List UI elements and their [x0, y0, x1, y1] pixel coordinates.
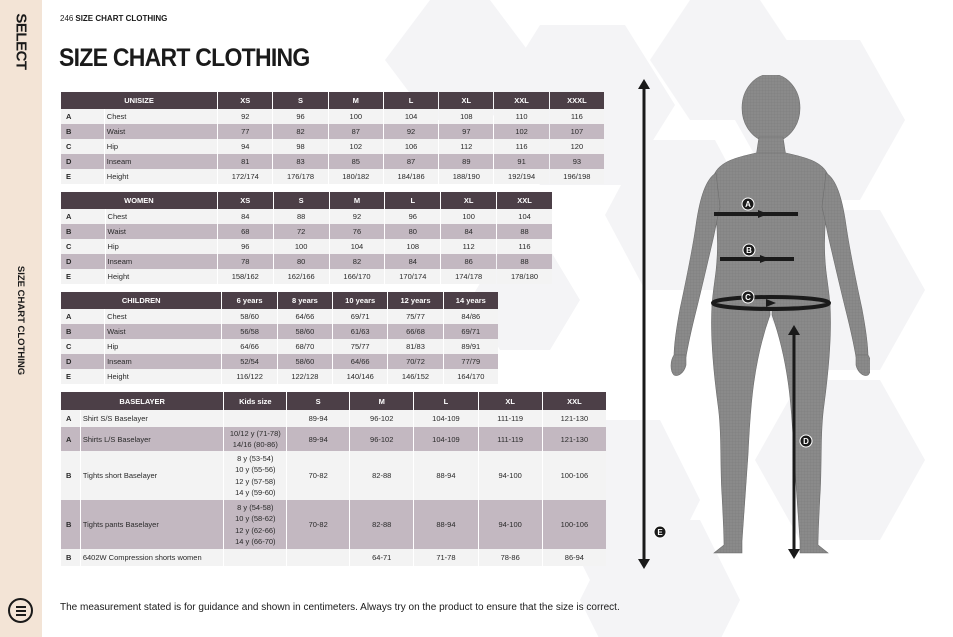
- size-header: M: [350, 392, 413, 410]
- table-row: A Shirt S/S Baselayer 89-94 96-102 104-109 111-119 121-130: [61, 410, 606, 427]
- table-row: B 6402W Compression shorts women 64-71 71-78 78-86 86-94: [61, 549, 606, 566]
- table-row: C Hip 64/66 68/70 75/77 81/83 89/91: [61, 339, 498, 354]
- kids-size-cell: [224, 549, 286, 566]
- table-row: C Hip 96 100 104 108 112 116: [61, 239, 552, 254]
- size-header: L: [385, 192, 440, 209]
- size-header: 10 years: [333, 292, 387, 309]
- table-row: E Height 116/122 122/128 140/146 146/152 164/170: [61, 369, 498, 384]
- menu-icon[interactable]: [8, 598, 33, 623]
- size-header: XXXL: [550, 92, 604, 109]
- table-header: BASELAYER: [61, 392, 223, 410]
- body-measurement-figure: [630, 75, 870, 570]
- baselayer-size-table: [60, 392, 607, 566]
- unisize-size-table: [60, 92, 605, 184]
- table-row: D Inseam 52/54 58/60 64/66 70/72 77/79: [61, 354, 498, 369]
- table-header: WOMEN: [61, 192, 217, 209]
- kids-size-cell: [224, 410, 286, 427]
- mannequin: [671, 75, 870, 553]
- marker-b-label: B: [746, 246, 752, 255]
- marker-d-label: D: [803, 437, 809, 446]
- table-row: B Tights pants Baselayer 8 y (54-58) 10 y (58-62) 12 y (62-66) 14 y (66-70) 70-82 82-88 88-94 94-100 100-106: [61, 500, 606, 549]
- size-header: XL: [439, 92, 493, 109]
- footnote: The measurement stated is for guidance and shown in centimeters. Always try on the product to ensure that the size is correct.: [60, 602, 620, 613]
- size-header: XXL: [494, 92, 548, 109]
- page-number: 246 SIZE CHART CLOTHING: [60, 14, 168, 23]
- table-row: E Height 158/162 162/166 166/170 170/174 174/178 178/180: [61, 269, 552, 284]
- size-header: 12 years: [388, 292, 442, 309]
- table-header: UNISIZE: [61, 92, 217, 109]
- table-row: B Waist 68 72 76 80 84 88: [61, 224, 552, 239]
- size-header: 14 years: [444, 292, 498, 309]
- size-header: M: [329, 92, 383, 109]
- kids-size-cell: 8 y (54-58) 10 y (58-62) 12 y (62-66) 14 y (66-70): [224, 500, 286, 549]
- page-title: SIZE CHART CLOTHING: [59, 44, 310, 72]
- size-header: M: [330, 192, 385, 209]
- size-header: S: [287, 392, 349, 410]
- size-header: Kids size: [224, 392, 286, 410]
- table-row: C Hip 94 98 102 106 112 116 120: [61, 139, 604, 154]
- table-row: B Tights short Baselayer 8 y (53-54) 10 y (55-56) 12 y (57-58) 14 y (59-60) 70-82 82-88 88-94 94-100 100-106: [61, 451, 606, 500]
- table-row: A Chest 84 88 92 96 100 104: [61, 209, 552, 224]
- size-header: XS: [218, 92, 272, 109]
- size-header: 8 years: [278, 292, 332, 309]
- marker-e-label: E: [657, 528, 663, 537]
- children-size-table: [60, 292, 499, 384]
- women-size-table: [60, 192, 553, 284]
- table-row: A Shirts L/S Baselayer 10/12 y (71-78) 14/16 (80-86) 89-94 96-102 104-109 111-119 121-130: [61, 427, 606, 451]
- table-row: B Waist 77 82 87 92 97 102 107: [61, 124, 604, 139]
- table-row: D Inseam 81 83 85 87 89 91 93: [61, 154, 604, 169]
- size-header: S: [274, 192, 329, 209]
- size-header: L: [414, 392, 477, 410]
- sidebar-section-title: SIZE CHART CLOTHING: [15, 265, 27, 375]
- table-row: B Waist 56/58 58/60 61/63 66/68 69/71: [61, 324, 498, 339]
- table-row: E Height 172/174 176/178 180/182 184/186 188/190 192/194 196/198: [61, 169, 604, 184]
- size-header: 6 years: [222, 292, 276, 309]
- size-header: XS: [218, 192, 273, 209]
- size-header: XXL: [497, 192, 552, 209]
- kids-size-cell: 8 y (53-54) 10 y (55-56) 12 y (57-58) 14 y (59-60): [224, 451, 286, 500]
- size-header: L: [384, 92, 438, 109]
- size-header: XXL: [543, 392, 606, 410]
- table-row: A Chest 92 96 100 104 108 110 116: [61, 109, 604, 124]
- marker-a-label: A: [745, 200, 751, 209]
- size-header: XL: [441, 192, 496, 209]
- sidebar-spine: [0, 0, 42, 637]
- size-header: S: [273, 92, 327, 109]
- table-row: D Inseam 78 80 82 84 86 88: [61, 254, 552, 269]
- table-row: A Chest 58/60 64/66 69/71 75/77 84/86: [61, 309, 498, 324]
- table-header: CHILDREN: [61, 292, 221, 309]
- kids-size-cell: 10/12 y (71-78) 14/16 (80-86): [224, 427, 286, 451]
- size-header: XL: [479, 392, 542, 410]
- brand-logo: SELECT: [12, 12, 30, 70]
- marker-c-label: C: [745, 293, 751, 302]
